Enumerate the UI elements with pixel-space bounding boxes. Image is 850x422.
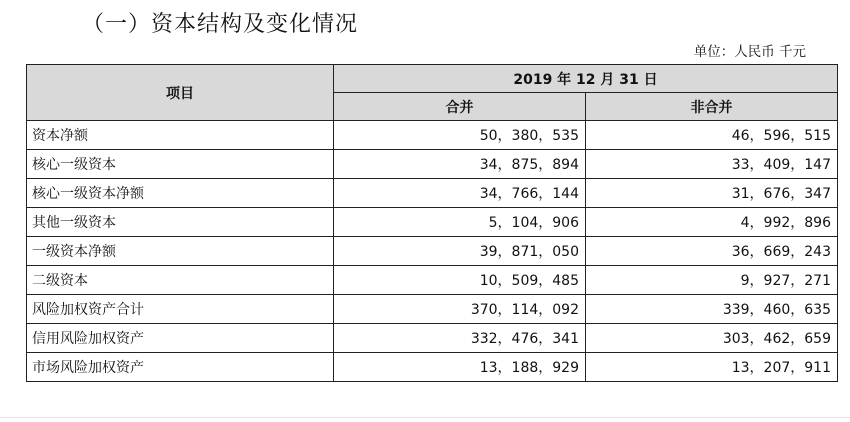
consolidated-value: 370，114，092 <box>334 295 586 324</box>
nonconsolidated-value: 303，462，659 <box>586 324 838 353</box>
consolidated-value: 34，766，144 <box>334 179 586 208</box>
nonconsolidated-value: 36，669，243 <box>586 237 838 266</box>
nonconsolidated-value: 13，207，911 <box>586 353 838 382</box>
nonconsolidated-value: 9，927，271 <box>586 266 838 295</box>
row-label: 二级资本 <box>27 266 334 295</box>
consolidated-value: 39，871，050 <box>334 237 586 266</box>
consolidated-value: 50，380，535 <box>334 121 586 150</box>
table-row <box>27 121 838 150</box>
row-label: 核心一级资本 <box>27 150 334 179</box>
table-row <box>27 266 838 295</box>
consolidated-value: 10，509，485 <box>334 266 586 295</box>
table-row <box>27 353 838 382</box>
table-row <box>27 179 838 208</box>
nonconsolidated-value: 46，596，515 <box>586 121 838 150</box>
nonconsolidated-value: 4，992，896 <box>586 208 838 237</box>
consolidated-value: 5，104，906 <box>334 208 586 237</box>
section-title: （一）资本结构及变化情况 <box>82 12 359 37</box>
consolidated-value: 13，188，929 <box>334 353 586 382</box>
row-label: 风险加权资产合计 <box>27 295 334 324</box>
nonconsolidated-value: 339，460，635 <box>586 295 838 324</box>
row-label: 一级资本净额 <box>27 237 334 266</box>
row-label: 市场风险加权资产 <box>27 353 334 382</box>
unit-label: 单位：人民币 千元 <box>693 44 806 60</box>
consolidated-value: 34，875，894 <box>334 150 586 179</box>
nonconsolidated-value: 33，409，147 <box>586 150 838 179</box>
table-row <box>27 295 838 324</box>
row-label: 资本净额 <box>27 121 334 150</box>
nonconsolidated-value: 31，676，347 <box>586 179 838 208</box>
header-nonconsolidated: 非合并 <box>586 93 838 121</box>
header-item: 项目 <box>27 65 334 121</box>
page-bottom-divider <box>0 417 850 418</box>
row-label: 其他一级资本 <box>27 208 334 237</box>
row-label: 信用风险加权资产 <box>27 324 334 353</box>
consolidated-value: 332，476，341 <box>334 324 586 353</box>
table-row <box>27 237 838 266</box>
header-date: 2019 年 12 月 31 日 <box>334 65 838 93</box>
table-row <box>27 150 838 179</box>
row-label: 核心一级资本净额 <box>27 179 334 208</box>
header-consolidated: 合并 <box>334 93 586 121</box>
capital-structure-table <box>26 64 838 382</box>
table-row <box>27 324 838 353</box>
table-row <box>27 208 838 237</box>
